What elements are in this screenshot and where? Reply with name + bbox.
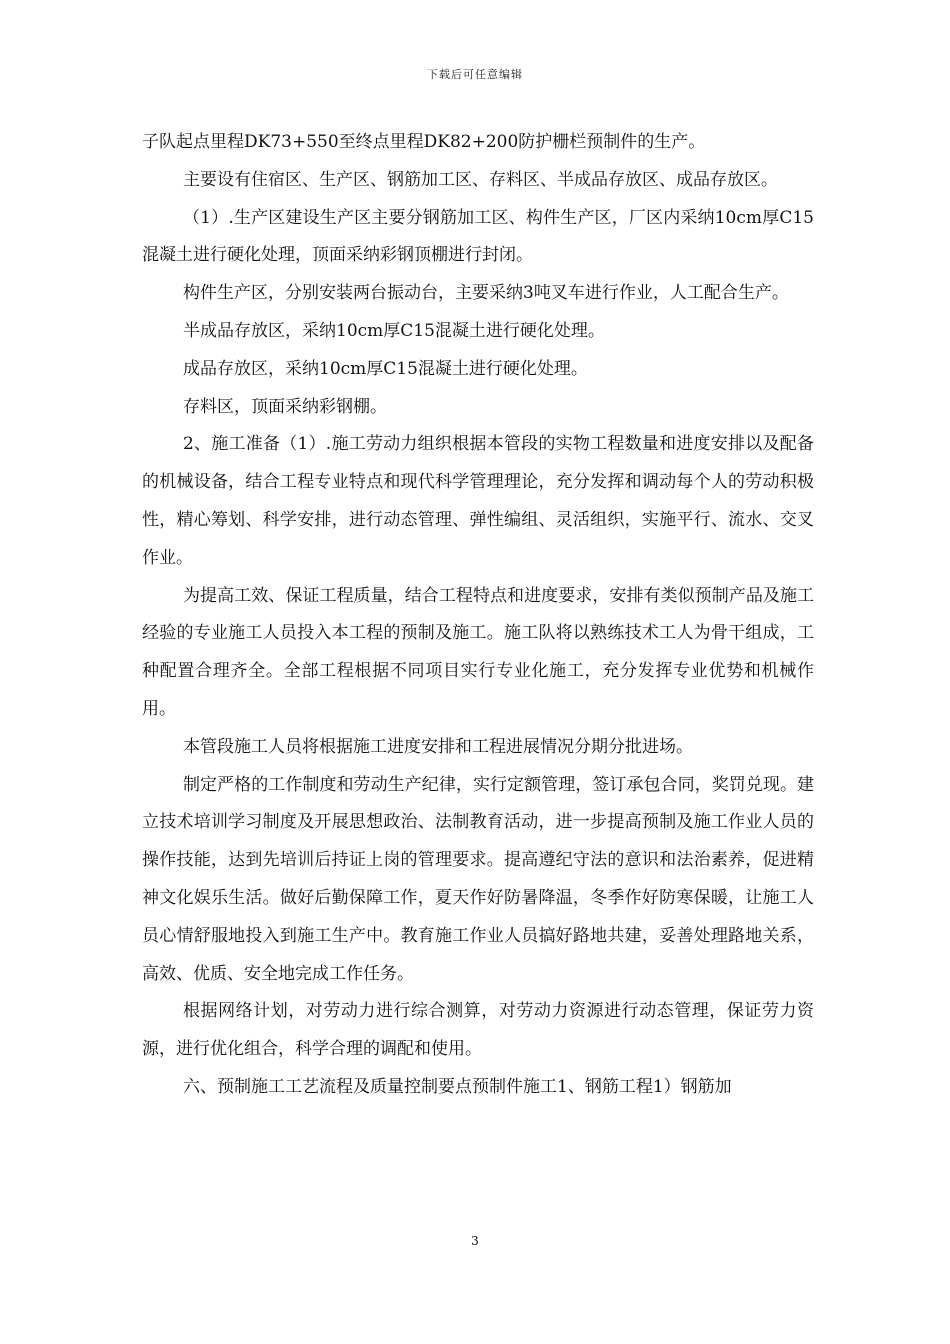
paragraph-1: 子队起点里程DK73+550至终点里程DK82+200防护栅栏预制件的生产。	[142, 132, 706, 152]
paragraph-12: 根据网络计划，对劳动力进行综合测算，对劳动力资源进行动态管理，保证劳力资源，进行优化组合，科学合理的调配和使用。	[142, 1001, 814, 1060]
paragraph-7: 存料区，顶面采纳彩钢棚。	[183, 396, 387, 417]
paragraph-11: 制定严格的工作制度和劳动生产纪律，实行定额管理，签订承包合同，奖罚兑现。建立技术培训学习制度及开展思想政治、法制教育活动，进一步提高预制及施工作业人员的操作技能，达到先培训后持证上岗的管理要求。提高遵纪守法的意识和法治素养，促进精神文化娱乐生活。做好后勤保障工作，夏天作好防暑降温，冬季作好防寒保暖，让施工人员心情舒服地投入到施工生产中。教育施工作业人员搞好路地共建，妥善处理路地关系，高效、优质、安全地完成工作任务。	[142, 774, 814, 984]
paragraph-4: 构件生产区，分别安装两台振动台，主要采纳3吨叉车进行作业，人工配合生产。	[183, 283, 789, 304]
paragraph-13: 六、预制施工工艺流程及质量控制要点预制件施工1、钢筋工程1）钢筋加	[183, 1076, 732, 1097]
paragraph-2: 主要设有住宿区、生产区、钢筋加工区、存料区、半成品存放区、成品存放区。	[183, 169, 778, 190]
page-header: 下载后可任意编辑	[427, 68, 523, 81]
paragraph-3: （1）.生产区建设生产区主要分钢筋加工区、构件生产区，厂区内采纳10cm厚C15混凝土进行硬化处理，顶面采纳彩钢顶棚进行封闭。	[142, 207, 814, 266]
page-number: 3	[471, 1234, 479, 1248]
paragraph-10: 本管段施工人员将根据施工进度安排和工程进展情况分期分批进场。	[183, 736, 693, 757]
paragraph-8: 2、施工准备（1）.施工劳动力组织根据本管段的实物工程数量和进度安排以及配备的机械设备，结合工程专业特点和现代科学管理理论，充分发挥和调动每个人的劳动积极性，精心筹划、科学安排，进行动态管理、弹性编组、灵活组织，实施平行、流水、交叉作业。	[142, 434, 814, 568]
document-body	[142, 124, 814, 1107]
paragraph-5: 半成品存放区，采纳10cm厚C15混凝土进行硬化处理。	[183, 320, 605, 341]
paragraph-6: 成品存放区，采纳10cm厚C15混凝土进行硬化处理。	[183, 358, 588, 379]
paragraph-9: 为提高工效、保证工程质量，结合工程特点和进度要求，安排有类似预制产品及施工经验的专业施工人员投入本工程的预制及施工。施工队将以熟练技术工人为骨干组成，工种配置合理齐全。全部工程根据不同项目实行专业化施工，充分发挥专业优势和机械作用。	[142, 585, 814, 719]
